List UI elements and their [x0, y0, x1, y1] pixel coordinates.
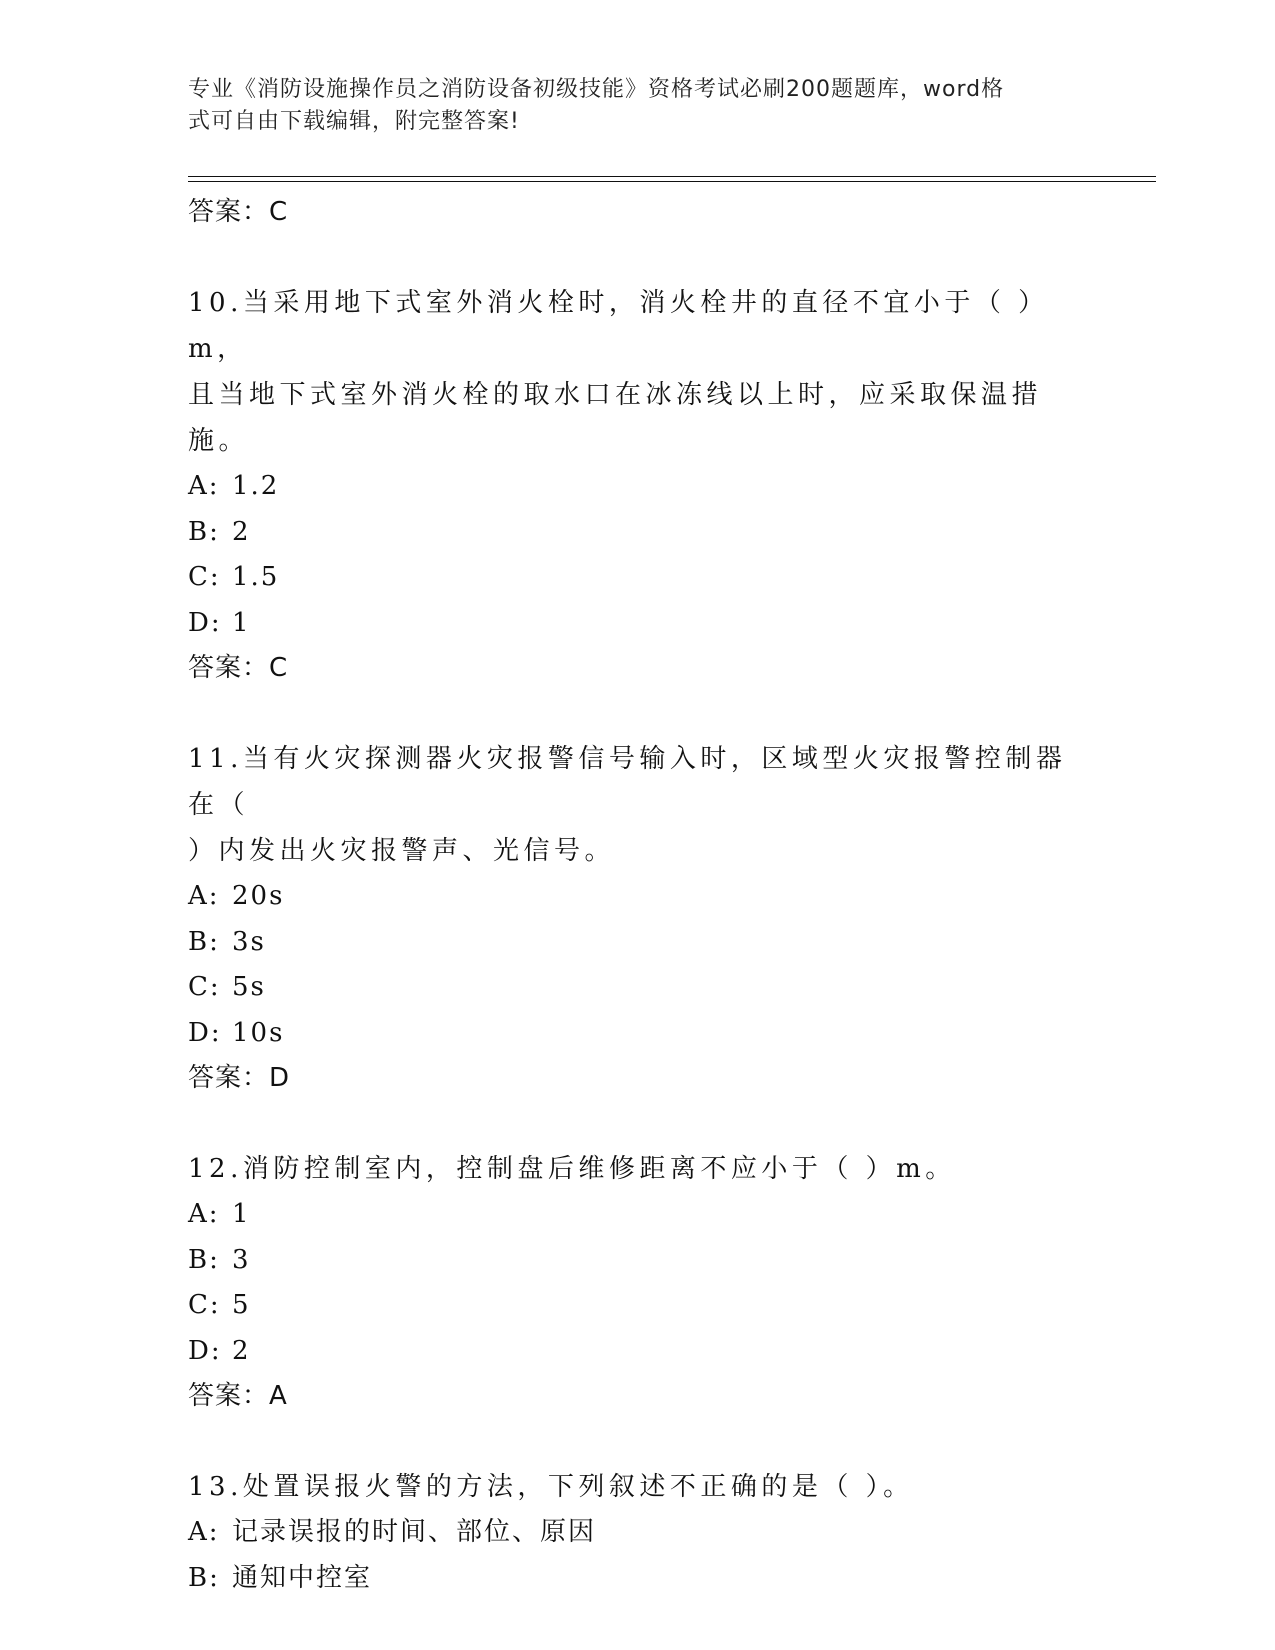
- spacer: [188, 1418, 1088, 1464]
- answer-line: 答案：C: [188, 653, 289, 683]
- spacer: [188, 690, 1088, 736]
- option-text: 1: [232, 607, 251, 638]
- option-d: [188, 1329, 1088, 1375]
- option-letter: C:: [188, 972, 221, 1002]
- answer-line: 答案：C: [188, 197, 289, 227]
- question-block: [188, 280, 1088, 690]
- option-text: 3s: [232, 926, 266, 957]
- question-stem-line: 12.消防控制室内，控制盘后维修距离不应小于（ ）m。: [188, 1154, 956, 1184]
- header-line-2: 式可自由下载编辑，附完整答案!: [188, 109, 520, 134]
- option-text: 2: [232, 516, 251, 547]
- option-letter: C:: [188, 1290, 221, 1320]
- question-stem-line: 10.当采用地下式室外消火栓时，消火栓井的直径不宜小于（ ）m，: [188, 288, 1049, 364]
- option-a: [188, 464, 1088, 510]
- option-b: [188, 920, 1088, 966]
- question-stem-line: 11.当有火灾探测器火灾报警信号输入时，区域型火灾报警控制器在（: [188, 744, 1067, 820]
- question-block: [188, 1464, 1088, 1601]
- question-stem-line: 且当地下式室外消火栓的取水口在冰冻线以上时，应采取保温措施。: [188, 380, 1043, 456]
- option-text: 1.5: [232, 562, 280, 592]
- option-letter: A:: [188, 471, 220, 501]
- question-block: [188, 736, 1088, 1100]
- option-letter: A:: [188, 881, 220, 911]
- option-text: 10s: [232, 1017, 285, 1048]
- header-line-1: 专业《消防设施操作员之消防设备初级技能》资格考试必刷200题题库，word格: [188, 77, 1005, 102]
- question-block: [188, 1146, 1088, 1418]
- option-letter: B:: [188, 1562, 220, 1593]
- option-text: 2: [232, 1335, 251, 1366]
- option-text: 20s: [232, 881, 285, 911]
- question-list: [188, 190, 1088, 1601]
- option-b: [188, 1556, 1088, 1602]
- option-letter: D:: [188, 607, 222, 638]
- option-letter: A:: [188, 1199, 220, 1229]
- option-d: [188, 1011, 1088, 1057]
- option-text: 记录误报的时间、部位、原因: [232, 1517, 597, 1547]
- question-stem-line: ）内发出火灾报警声、光信号。: [188, 836, 616, 866]
- spacer: [188, 1100, 1088, 1146]
- option-text: 1.2: [232, 471, 280, 501]
- option-letter: A:: [188, 1517, 220, 1547]
- option-a: [188, 1192, 1088, 1238]
- option-letter: D:: [188, 1017, 222, 1048]
- spacer: [188, 234, 1088, 280]
- option-text: 5: [232, 1290, 251, 1320]
- option-c: [188, 555, 1088, 601]
- option-a: [188, 1510, 1088, 1556]
- header-divider-bottom: [188, 181, 1156, 182]
- option-letter: B:: [188, 516, 220, 547]
- option-letter: C:: [188, 562, 221, 592]
- option-d: [188, 601, 1088, 647]
- option-text: 通知中控室: [232, 1562, 373, 1593]
- option-c: [188, 965, 1088, 1011]
- option-b: [188, 510, 1088, 556]
- option-text: 5s: [232, 972, 266, 1002]
- answer-line: 答案：A: [188, 1381, 288, 1411]
- option-letter: D:: [188, 1335, 222, 1366]
- document-header: [188, 74, 1068, 138]
- header-divider-top: [188, 176, 1156, 177]
- option-text: 3: [232, 1244, 251, 1275]
- answer-line: 答案：D: [188, 1063, 291, 1093]
- option-b: [188, 1238, 1088, 1284]
- option-letter: B:: [188, 926, 220, 957]
- option-text: 1: [232, 1199, 251, 1229]
- option-a: [188, 874, 1088, 920]
- option-c: [188, 1283, 1088, 1329]
- question-stem-line: 13.处置误报火警的方法，下列叙述不正确的是（ ）。: [188, 1472, 914, 1502]
- option-letter: B:: [188, 1244, 220, 1275]
